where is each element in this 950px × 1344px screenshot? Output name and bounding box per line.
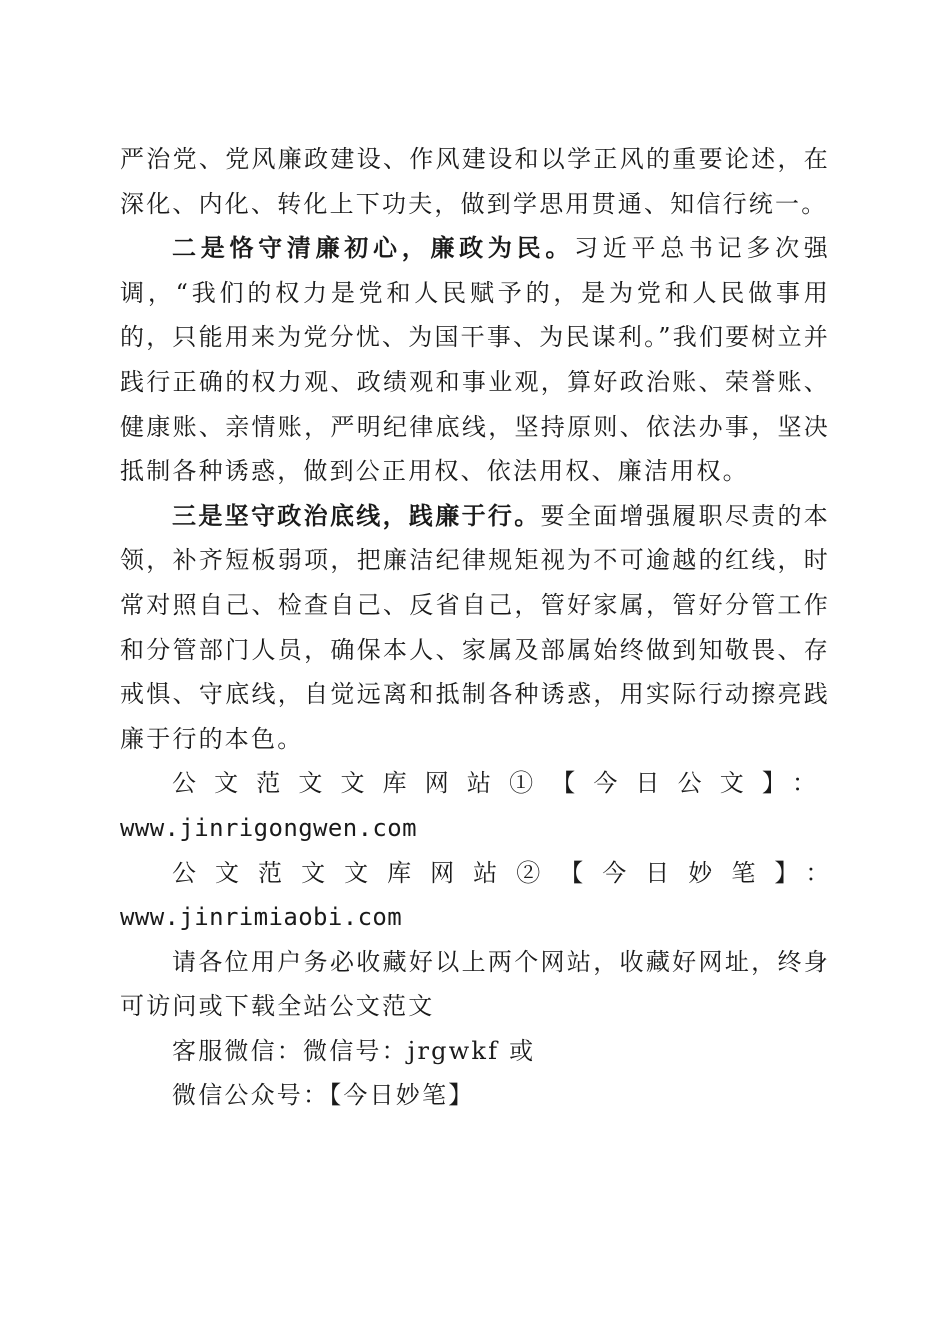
paragraph-text: 要全面增强履职尽责的本领，补齐短板弱项，把廉洁纪律规矩视为不可逾越的红线，时常对照自己、检查自己、反省自己，管好家属，管好分管工作和分管部门人员，确保本人、家属及部属始终做到知敬畏、存戒惧、守底线，自觉远离和抵制各种诱惑，用实际行动擦亮践廉于行的本色。	[120, 501, 830, 753]
paragraph-text: 严治党、党风廉政建设、作风建设和以学正风的重要论述，在深化、内化、转化上下功夫，做到学思用贯通、知信行统一。	[120, 145, 830, 218]
service-wechat-line	[120, 1029, 830, 1074]
paragraph-text: 习近平总书记多次强调，“我们的权力是党和人民赋予的，是为党和人民做事用的，只能用来为党分忧、为国干事、为民谋利。”我们要树立并践行正确的权力观、政绩观和事业观，算好政治账、荣誉账、健康账、亲情账，严明纪律底线，坚持原则、依法办事，坚决抵制各种诱惑，做到公正用权、依法用权、廉洁用权。	[120, 234, 830, 486]
site-one-url[interactable]: www.jinrigongwen.com	[120, 813, 417, 842]
paragraph-point-two	[120, 226, 830, 494]
notice-paragraph	[120, 940, 830, 1029]
site-one-url-line	[120, 806, 830, 851]
paragraph-point-three	[120, 494, 830, 762]
site-two-line	[120, 851, 830, 940]
paragraph-lead: 三是坚守政治底线，践廉于行。	[172, 500, 541, 530]
official-account-line	[120, 1073, 830, 1118]
site-one-label: 公文范文文库网站①【今日公文】：	[172, 769, 830, 798]
paragraph-continued	[120, 137, 830, 226]
service-wechat-text: 客服微信：微信号：jrgwkf 或	[172, 1036, 536, 1065]
document-body	[120, 137, 830, 1118]
paragraph-lead: 二是恪守清廉初心，廉政为民。	[172, 233, 575, 263]
site-one-line	[120, 761, 830, 806]
notice-text: 请各位用户务必收藏好以上两个网站，收藏好网址，终身可访问或下载全站公文范文	[120, 947, 830, 1021]
site-two-label: 公文范文文库网站②【今日妙笔】：	[172, 858, 830, 887]
site-two-url[interactable]: www.jinrimiaobi.com	[120, 903, 403, 932]
official-account-text: 微信公众号：【今日妙笔】	[172, 1081, 475, 1110]
